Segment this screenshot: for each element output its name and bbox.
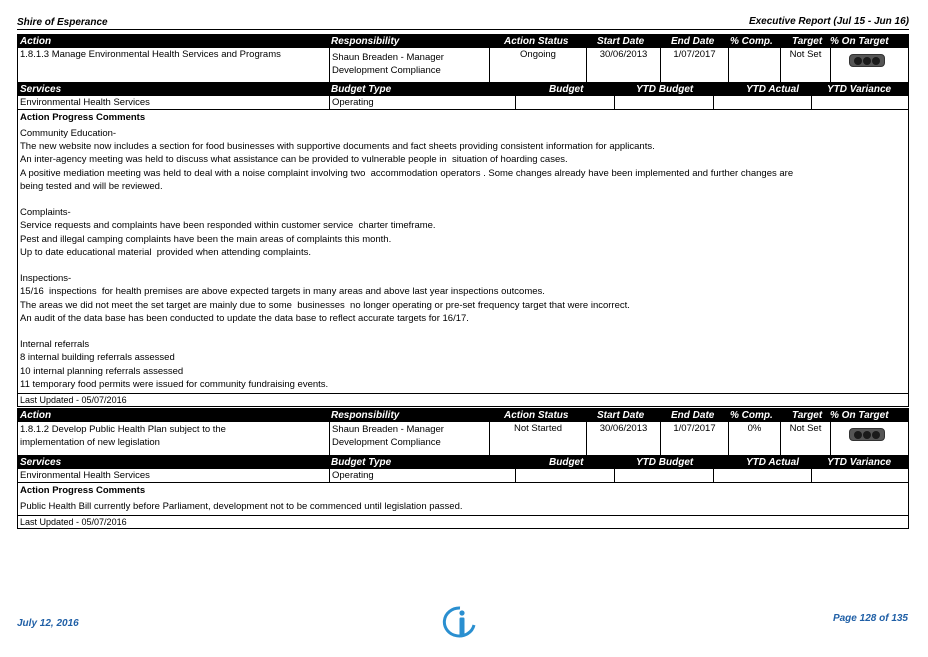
action-header-bar bbox=[18, 35, 908, 48]
col-end: End Date bbox=[671, 410, 715, 421]
comment-line: Service requests and complaints have been responded within customer service charter timeframe. bbox=[20, 220, 436, 232]
budget-value bbox=[515, 469, 614, 482]
comment-line bbox=[20, 325, 906, 338]
action-name-line: implementation of new legislation bbox=[20, 437, 160, 448]
comment-line: The areas we did not meet the set target are mainly due to some businesses no longer operating or pre-set frequency target that were incorrect. bbox=[20, 299, 630, 311]
col-budget: Budget bbox=[549, 457, 584, 468]
comment-line: A positive mediation meeting was held to deal with a noise complaint involving two accommodation operators . Some changes already have been implemented and further changes are bbox=[20, 167, 794, 179]
action-name-line: 1.8.1.2 Develop Public Health Plan subject to the bbox=[20, 424, 226, 435]
service-name: Environmental Health Services bbox=[20, 97, 150, 108]
service-row bbox=[18, 96, 908, 110]
col-ytd-actual: YTD Actual bbox=[746, 84, 799, 95]
comment-line: being tested and will be reviewed. bbox=[20, 180, 163, 192]
start-date: 30/06/2013 bbox=[586, 48, 660, 82]
responsibility bbox=[329, 48, 489, 82]
traffic-light-icon bbox=[849, 428, 885, 441]
action-status: Ongoing bbox=[489, 48, 586, 82]
action-status: Not Started bbox=[489, 422, 586, 455]
target-value: Not Set bbox=[780, 48, 830, 82]
col-services: Services bbox=[20, 457, 62, 468]
responsibility-line: Development Compliance bbox=[332, 65, 441, 76]
ytd-actual-value bbox=[713, 96, 811, 109]
action-name bbox=[18, 422, 329, 455]
footer-date: July 12, 2016 bbox=[17, 618, 79, 629]
services-header-bar bbox=[18, 83, 908, 96]
ytd-actual-value bbox=[713, 469, 811, 482]
col-comp: % Comp. bbox=[730, 36, 773, 47]
col-ytd-variance: YTD Variance bbox=[827, 457, 892, 468]
col-end: End Date bbox=[671, 36, 715, 47]
report-header bbox=[17, 14, 909, 30]
action-progress-comments bbox=[18, 110, 908, 393]
ytd-variance-value bbox=[811, 96, 908, 109]
col-target: Target bbox=[792, 36, 823, 47]
col-budget-type: Budget Type bbox=[331, 457, 392, 468]
ytd-variance-value bbox=[811, 469, 908, 482]
percent-complete: 0% bbox=[728, 422, 780, 455]
traffic-light-icon bbox=[849, 54, 885, 67]
responsibility-line: Shaun Breaden - Manager bbox=[332, 52, 444, 63]
comment-line: 15/16 inspections for health premises are above expected targets in many areas and above last year inspections outcomes. bbox=[20, 286, 545, 298]
responsibility-line: Shaun Breaden - Manager bbox=[332, 424, 444, 435]
on-target-cell bbox=[830, 422, 908, 455]
comment-line: Up to date educational material provided when attending complaints. bbox=[20, 246, 311, 258]
comment-line: Pest and illegal camping complaints have been the main areas of complaints this month. bbox=[20, 233, 392, 245]
page-number: Page 128 of 135 bbox=[832, 613, 908, 624]
budget-value bbox=[515, 96, 614, 109]
col-status: Action Status bbox=[504, 36, 569, 47]
comment-line bbox=[20, 193, 906, 206]
percent-complete bbox=[728, 48, 780, 82]
last-updated: Last Updated - 05/07/2016 bbox=[18, 393, 908, 406]
action-row bbox=[18, 422, 908, 456]
comment-line: Community Education- bbox=[20, 128, 117, 139]
ytd-budget-value bbox=[614, 96, 713, 109]
col-start: Start Date bbox=[597, 36, 645, 47]
target-value: Not Set bbox=[780, 422, 830, 455]
end-date: 1/07/2017 bbox=[660, 422, 728, 455]
col-on-target: % On Target bbox=[830, 410, 889, 421]
comment-line: 8 internal building referrals assessed bbox=[20, 352, 175, 364]
comment-line: Internal referrals bbox=[20, 339, 90, 351]
col-budget-type: Budget Type bbox=[331, 84, 392, 95]
action-name-line: 1.8.1.3 Manage Environmental Health Services and Programs bbox=[20, 49, 281, 60]
comment-line bbox=[20, 259, 906, 272]
comments-title: Action Progress Comments bbox=[20, 112, 146, 123]
comment-line: 10 internal planning referrals assessed bbox=[20, 365, 184, 377]
comment-line: 11 temporary food permits were issued for community fundraising events. bbox=[20, 378, 329, 390]
action-progress-comments bbox=[18, 483, 908, 515]
comment-line: Public Health Bill currently before Parliament, development not to be commenced until legislation passed. bbox=[20, 501, 463, 512]
comment-line: An audit of the data base has been conducted to update the data base to reflect accurate targets for 16/17. bbox=[20, 312, 469, 324]
service-row bbox=[18, 469, 908, 483]
col-responsibility: Responsibility bbox=[331, 36, 400, 47]
start-date: 30/06/2013 bbox=[586, 422, 660, 455]
budget-type: Operating bbox=[329, 469, 515, 482]
col-on-target: % On Target bbox=[830, 36, 889, 47]
col-start: Start Date bbox=[597, 410, 645, 421]
action-block-1 bbox=[17, 34, 909, 407]
responsibility-line: Development Compliance bbox=[332, 437, 441, 448]
on-target-cell bbox=[830, 48, 908, 82]
col-target: Target bbox=[792, 410, 823, 421]
budget-type: Operating bbox=[329, 96, 515, 109]
col-responsibility: Responsibility bbox=[331, 410, 400, 421]
comments-title: Action Progress Comments bbox=[20, 485, 146, 496]
comment-line: An inter-agency meeting was held to discuss what assistance can be provided to vulnerable people in situation of hoarding cases. bbox=[20, 154, 568, 166]
col-action: Action bbox=[20, 36, 52, 47]
comment-line: Complaints- bbox=[20, 207, 71, 219]
col-budget: Budget bbox=[549, 84, 584, 95]
comment-line: The new website now includes a section for food businesses with supportive documents and fact sheets providing consistent information for applicants. bbox=[20, 141, 655, 153]
col-ytd-budget: YTD Budget bbox=[636, 84, 694, 95]
col-ytd-budget: YTD Budget bbox=[636, 457, 694, 468]
action-block-2 bbox=[17, 408, 909, 529]
col-status: Action Status bbox=[504, 410, 569, 421]
action-name bbox=[18, 48, 329, 82]
organisation-name: Shire of Esperance bbox=[17, 17, 108, 28]
last-updated: Last Updated - 05/07/2016 bbox=[18, 515, 908, 528]
col-comp: % Comp. bbox=[730, 410, 773, 421]
col-services: Services bbox=[20, 84, 62, 95]
col-action: Action bbox=[20, 410, 52, 421]
end-date: 1/07/2017 bbox=[660, 48, 728, 82]
services-header-bar bbox=[18, 456, 908, 469]
comment-line: Inspections- bbox=[20, 273, 72, 285]
action-header-bar bbox=[18, 409, 908, 422]
responsibility bbox=[329, 422, 489, 455]
col-ytd-variance: YTD Variance bbox=[827, 84, 892, 95]
action-row bbox=[18, 48, 908, 83]
info-logo-icon bbox=[440, 605, 480, 639]
ytd-budget-value bbox=[614, 469, 713, 482]
report-title: Executive Report (Jul 15 - Jun 16) bbox=[748, 16, 909, 27]
col-ytd-actual: YTD Actual bbox=[746, 457, 799, 468]
service-name: Environmental Health Services bbox=[20, 470, 150, 481]
